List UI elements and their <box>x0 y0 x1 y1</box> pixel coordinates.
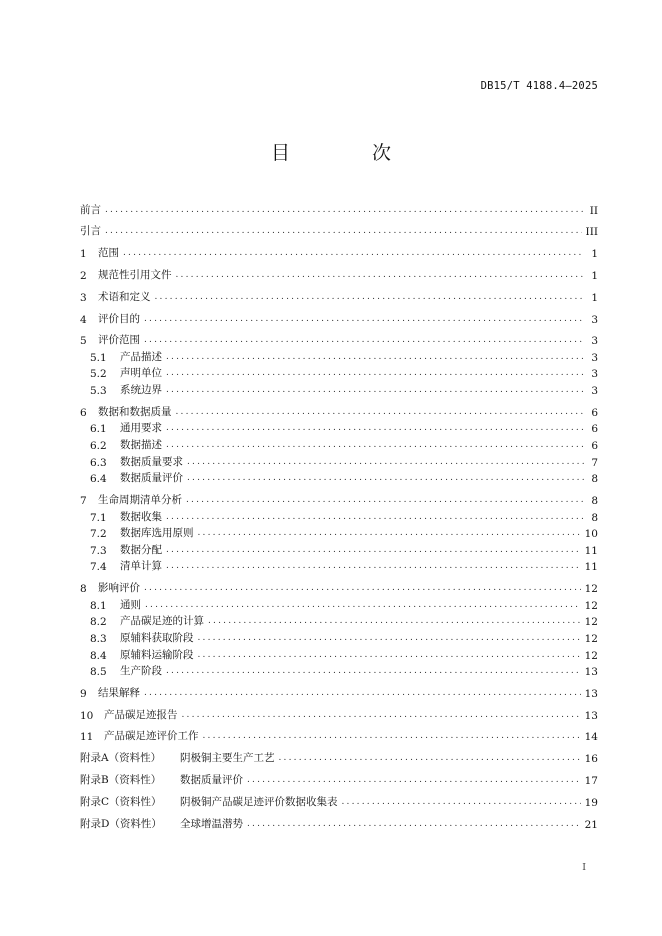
page-number: I <box>582 862 586 873</box>
toc-entry-number: 5.1 <box>90 351 107 364</box>
toc-entry-label: 范围 <box>98 247 119 260</box>
dot-leader <box>166 383 584 397</box>
toc-entry-label: 原辅料获取阶段 <box>120 631 194 644</box>
dot-leader <box>342 795 581 809</box>
toc-entry[interactable] <box>80 402 598 419</box>
toc-entry[interactable] <box>80 265 598 282</box>
toc-entry-number: 8 <box>80 583 87 596</box>
toc-entry-label: 术语和定义 <box>98 290 151 303</box>
dot-leader <box>208 614 581 628</box>
toc-entry-number: 8.5 <box>90 666 107 679</box>
toc-entry[interactable] <box>80 705 598 722</box>
toc-page-number: 17 <box>584 775 598 788</box>
toc-page-number: III <box>585 226 598 239</box>
toc-entry-number: 5.3 <box>90 385 107 398</box>
toc-entry-label: 原辅料运输阶段 <box>120 648 194 661</box>
dot-leader <box>187 455 584 469</box>
toc-entry-number: 1 <box>80 248 87 261</box>
toc-page-number: 19 <box>584 796 598 809</box>
toc-subentry[interactable] <box>80 662 598 679</box>
toc-entry[interactable] <box>80 244 598 261</box>
toc-page-number: 13 <box>584 687 598 700</box>
toc-entry-number: 4 <box>80 313 87 326</box>
toc-entry[interactable] <box>80 200 598 217</box>
toc-entry-label: 评价目的 <box>98 312 140 325</box>
toc-entry-number: 6.1 <box>90 423 107 436</box>
toc-entry-label: 前言 <box>80 203 101 216</box>
toc-entry-number: 5 <box>80 335 87 348</box>
document-number: DB15/T 4188.4—2025 <box>480 80 598 92</box>
toc-entry-label: 规范性引用文件 <box>98 268 172 281</box>
toc-entry-number: 9 <box>80 687 87 700</box>
toc-entry-number: 7.1 <box>90 511 107 524</box>
toc-entry-number: 7.4 <box>90 561 107 574</box>
toc-page-number: 13 <box>584 709 598 722</box>
toc-entry-label: 产品碳足迹评价工作 <box>104 730 199 743</box>
toc-entry-number: 8.4 <box>90 649 107 662</box>
toc-entry[interactable] <box>80 727 598 744</box>
dot-leader <box>182 708 581 722</box>
toc-subentry[interactable] <box>80 595 598 612</box>
toc-subentry[interactable] <box>80 612 598 629</box>
toc-page-number: 6 <box>591 406 598 419</box>
toc-subentry[interactable] <box>80 435 598 452</box>
toc-page-number: 3 <box>591 351 598 364</box>
dot-leader <box>187 471 584 485</box>
toc-entry[interactable] <box>80 579 598 596</box>
toc-entry-label: 产品碳足迹报告 <box>104 708 178 721</box>
toc-page-number: 12 <box>584 583 598 596</box>
toc-entry-label: 通用要求 <box>120 422 162 435</box>
toc-subentry[interactable] <box>80 452 598 469</box>
dot-leader <box>166 350 584 364</box>
toc-entry-number: 6.2 <box>90 440 107 453</box>
dot-leader <box>144 686 581 700</box>
toc-entry-number: 附录D（资料性） <box>80 817 162 830</box>
toc-page-number: 16 <box>584 753 598 766</box>
toc-subentry[interactable] <box>80 347 598 364</box>
dot-leader <box>247 817 581 831</box>
toc-entry-label: 引言 <box>80 225 101 238</box>
dot-leader <box>176 405 585 419</box>
dot-leader <box>144 333 584 347</box>
toc-entry-label: 结果解释 <box>98 686 140 699</box>
toc-entry-number: 7.3 <box>90 544 107 557</box>
toc-entry-label: 数据质量评价 <box>120 472 183 485</box>
toc-entry-label: 产品描述 <box>120 350 162 363</box>
toc-entry-number: 8.1 <box>90 599 107 612</box>
toc-entry-number: 6 <box>80 406 87 419</box>
toc-entry-label: 系统边界 <box>120 384 162 397</box>
toc-entry-label: 数据收集 <box>120 510 162 523</box>
toc-page-number: 6 <box>591 440 598 453</box>
toc-entry-label: 数据库选用原则 <box>120 527 194 540</box>
toc-page-number: 8 <box>591 495 598 507</box>
page-title: 目 次 <box>270 142 430 164</box>
toc-page-number: 14 <box>584 731 598 744</box>
toc-subentry[interactable] <box>80 419 598 436</box>
toc-entry-label: 数据质量要求 <box>120 455 183 468</box>
dot-leader <box>166 664 581 678</box>
toc-entry-label: 生命周期清单分析 <box>98 494 182 506</box>
dot-leader <box>166 543 581 557</box>
toc-page-number: 1 <box>591 248 598 261</box>
toc-page-number: 11 <box>584 544 598 557</box>
toc-entry-label: 数据描述 <box>120 439 162 452</box>
toc-page-number: 13 <box>584 666 598 679</box>
toc-entry-number: 7 <box>80 495 87 507</box>
toc-page-number: 12 <box>584 632 598 645</box>
toc-entry-number: 8.2 <box>90 616 107 629</box>
toc-subentry[interactable] <box>80 364 598 381</box>
toc-entry[interactable] <box>80 222 598 239</box>
toc-page-number: 11 <box>584 561 598 574</box>
toc-page-number: 12 <box>584 616 598 629</box>
toc-entry[interactable] <box>80 309 598 326</box>
toc-page-number: 12 <box>584 649 598 662</box>
toc-page-number: 3 <box>591 335 598 348</box>
toc-page-number: II <box>589 204 598 217</box>
toc-page-number: 6 <box>591 423 598 436</box>
dot-leader <box>105 203 584 217</box>
toc-page-number: 21 <box>584 818 598 831</box>
dot-leader <box>145 598 581 612</box>
toc-page-number: 3 <box>591 313 598 326</box>
dot-leader <box>155 290 585 304</box>
toc-subentry[interactable] <box>80 557 598 574</box>
toc-entry[interactable] <box>80 792 598 809</box>
dot-leader <box>247 773 581 787</box>
toc-entry-label: 全球增温潜势 <box>180 817 243 830</box>
toc-entry[interactable] <box>80 770 598 787</box>
dot-leader <box>144 581 581 595</box>
toc-entry-number: 6.4 <box>90 473 107 486</box>
toc-subentry[interactable] <box>80 380 598 397</box>
toc-entry-label: 生产阶段 <box>120 665 162 678</box>
toc-entry-number: 附录B（资料性） <box>80 774 162 787</box>
toc-subentry[interactable] <box>80 507 598 524</box>
toc-entry-number: 3 <box>80 291 87 304</box>
toc-entry-number: 7.2 <box>90 528 107 541</box>
toc-page-number: 1 <box>591 269 598 282</box>
toc-page-number: 3 <box>591 368 598 381</box>
toc-page-number: 3 <box>591 385 598 398</box>
toc-entry-number: 2 <box>80 269 87 282</box>
toc-entry-label: 声明单位 <box>120 367 162 380</box>
toc-entry-label: 数据分配 <box>120 543 162 556</box>
toc-entry-number: 6.3 <box>90 456 107 469</box>
toc-entry-number: 11 <box>80 731 94 744</box>
dot-leader <box>166 438 584 452</box>
table-of-contents <box>80 200 598 831</box>
toc-entry[interactable] <box>80 749 598 766</box>
toc-entry-label: 阴极铜产品碳足迹评价数据收集表 <box>180 795 338 808</box>
toc-subentry[interactable] <box>80 469 598 486</box>
toc-subentry[interactable] <box>80 540 598 557</box>
toc-entry[interactable] <box>80 814 598 831</box>
toc-entry-number: 附录C（资料性） <box>80 795 162 808</box>
toc-subentry[interactable] <box>80 524 598 541</box>
toc-entry-label: 数据质量评价 <box>180 774 243 787</box>
toc-entry-number: 8.3 <box>90 632 107 645</box>
toc-page-number: 7 <box>591 456 598 469</box>
dot-leader <box>166 421 584 435</box>
toc-entry[interactable] <box>80 490 598 507</box>
dot-leader <box>166 559 581 573</box>
dot-leader <box>144 312 584 326</box>
toc-page-number: 1 <box>591 291 598 304</box>
toc-page-number: 12 <box>584 599 598 612</box>
dot-leader <box>198 526 581 540</box>
dot-leader <box>176 268 585 282</box>
toc-page-number: 8 <box>591 473 598 486</box>
toc-page-number: 8 <box>591 511 598 524</box>
toc-entry[interactable] <box>80 683 598 700</box>
dot-leader <box>203 729 581 743</box>
toc-entry-label: 清单计算 <box>120 560 162 573</box>
toc-entry-number: 附录A（资料性） <box>80 752 162 765</box>
toc-entry[interactable] <box>80 287 598 304</box>
dot-leader <box>166 366 584 380</box>
toc-entry-label: 评价范围 <box>98 334 140 347</box>
toc-entry[interactable] <box>80 331 598 348</box>
toc-entry-label: 产品碳足迹的计算 <box>120 615 204 628</box>
dot-leader <box>198 648 581 662</box>
toc-entry-label: 阴极铜主要生产工艺 <box>180 752 275 765</box>
toc-subentry[interactable] <box>80 645 598 662</box>
toc-entry-number: 5.2 <box>90 368 107 381</box>
dot-leader <box>186 493 584 507</box>
dot-leader <box>123 246 584 260</box>
dot-leader <box>105 224 582 238</box>
toc-subentry[interactable] <box>80 628 598 645</box>
toc-page-number: 10 <box>584 528 598 541</box>
toc-entry-label: 数据和数据质量 <box>98 405 172 418</box>
toc-entry-label: 影响评价 <box>98 582 140 595</box>
toc-entry-number: 10 <box>80 709 94 722</box>
toc-entry-label: 通则 <box>120 598 141 611</box>
dot-leader <box>166 510 584 524</box>
dot-leader <box>279 751 581 765</box>
dot-leader <box>198 631 581 645</box>
